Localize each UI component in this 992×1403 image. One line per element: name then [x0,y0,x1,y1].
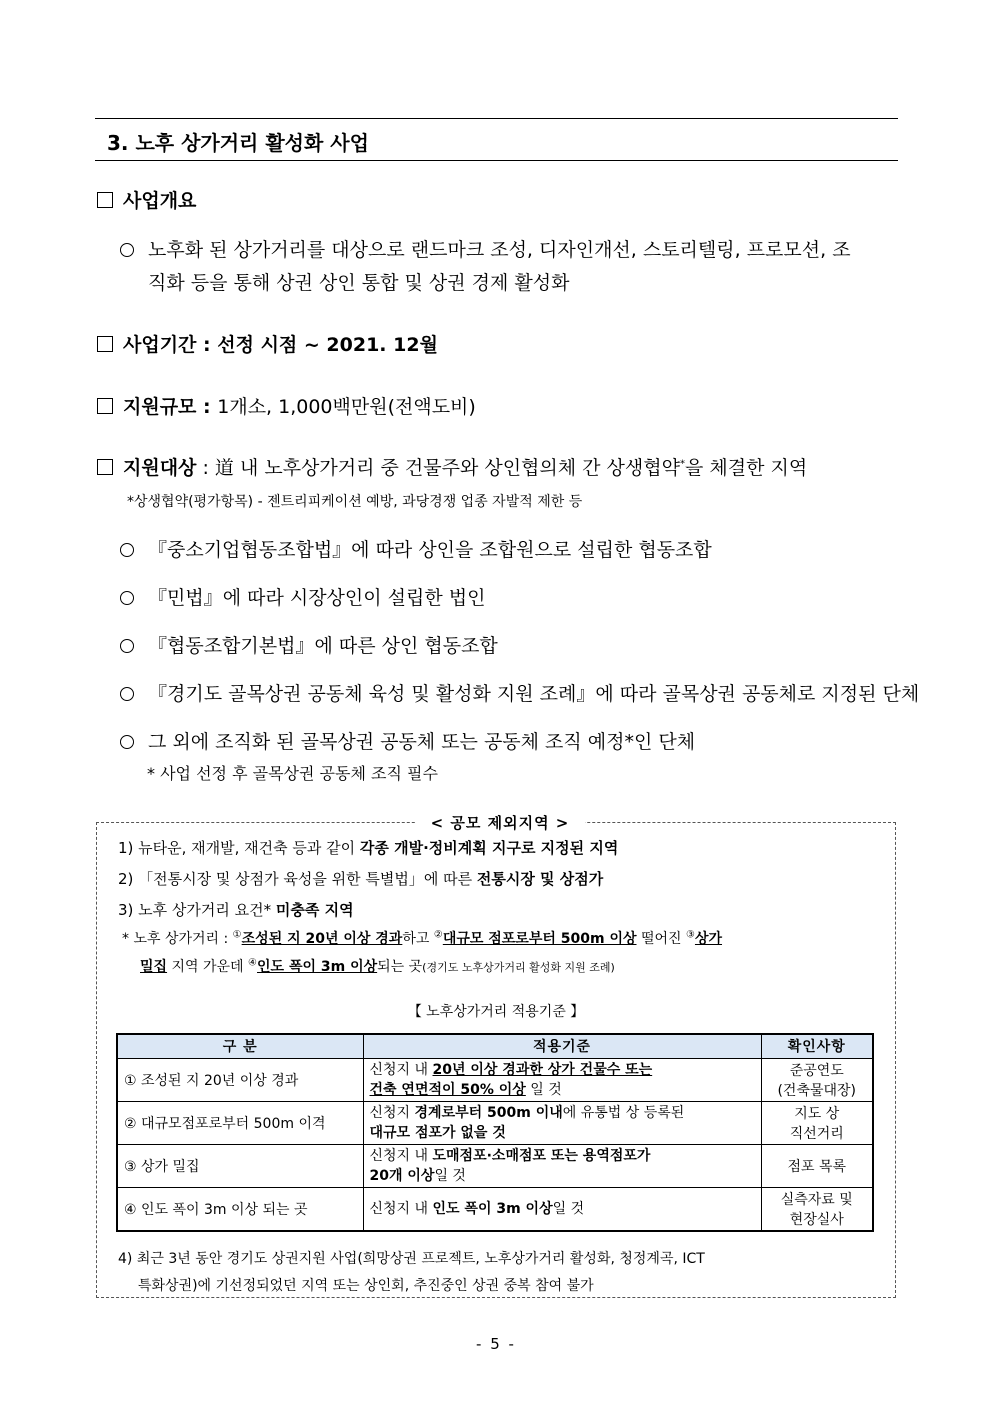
table-header: 확인사항 [761,1034,873,1058]
exclusion-item-2: 2) 「전통시장 및 상점가 육성을 위한 특별법」에 따른 전통시장 및 상점가 [118,870,604,888]
table-header: 적용기준 [363,1034,761,1058]
table-row [117,1144,873,1187]
target-item: 『경기도 골목상권 공동체 육성 및 활성화 지원 조례』에 따라 골목상권 공동체로 지정된 단체 [120,679,919,706]
table-cell: ③ 상가 밀집 [117,1144,363,1187]
circle-bullet-icon [120,243,134,257]
table-cell: 신청지 내 인도 폭이 3m 이상일 것 [363,1187,761,1231]
checkbox-square-icon [97,192,113,208]
exclusion-item-4: 4) 최근 3년 동안 경기도 상권지원 사업(희망상권 프로젝트, 노후상가거리 활성화, 청정계곡, ICT [118,1251,705,1267]
checkbox-square-icon [97,459,113,475]
table-row [117,1101,873,1144]
table-cell: 실측자료 및 현장실사 [761,1187,873,1231]
table-cell: 준공연도 (건축물대장) [761,1058,873,1101]
target-line: 지원대상 : 道 내 노후상가거리 중 건물주와 상인협의체 간 상생협약*을 체결한 지역 [97,453,807,480]
table-row [117,1187,873,1231]
circle-bullet-icon [120,687,134,701]
section-title: 3. 노후 상가거리 활성화 사업 [107,131,369,155]
period-line: 사업기간 : 선정 시점 ~ 2021. 12월 [97,330,438,357]
section-header [95,118,898,161]
target-note: *상생협약(평가항목) - 젠트리피케이션 예방, 과당경쟁 업종 자발적 제한 등 [127,494,583,510]
table-cell: ① 조성된 지 20년 이상 경과 [117,1058,363,1101]
old-street-definition: * 노후 상가거리 : ①조성된 지 20년 이상 경과하고 ②대규모 점포로부터 500m 이상 떨어진 ③상가 [122,929,723,947]
criteria-table-title: 【 노후상가거리 적용기준 】 [407,1004,585,1020]
exclusion-item-3: 3) 노후 상가거리 요건* 미충족 지역 [118,901,354,919]
table-cell: 신청지 경계로부터 500m 이내에 유통법 상 등록된 대규모 점포가 없을 것 [363,1101,761,1144]
checkbox-square-icon [97,336,113,352]
scale-line: 지원규모 : 1개소, 1,000백만원(전액도비) [97,392,476,419]
circle-bullet-icon [120,591,134,605]
circle-bullet-icon [120,735,134,749]
old-street-definition-cont: 밀집 지역 가운데 ④인도 폭이 3m 이상되는 곳(경기도 노후상가거리 활성화 지원 조례) [140,957,615,975]
overview-bullet: 노후화 된 상가거리를 대상으로 랜드마크 조성, 디자인개선, 스토리텔링, 프로모션, 조 [120,235,851,262]
target-item: 『중소기업협동조합법』에 따라 상인을 조합원으로 설립한 협동조합 [120,535,712,562]
exclusion-item-1: 1) 뉴타운, 재개발, 재건축 등과 같이 각종 개발·정비계획 지구로 지정된 지역 [118,839,619,857]
page-number: - 5 - [476,1335,516,1353]
table-cell: 점포 목록 [761,1144,873,1187]
table-cell: 신청지 내 도매점포·소매점포 또는 용역점포가 20개 이상일 것 [363,1144,761,1187]
target-item: 『민법』에 따라 시장상인이 설립한 법인 [120,583,485,610]
target-item: 『협동조합기본법』에 따른 상인 협동조합 [120,631,498,658]
overview-heading: 사업개요 [97,186,196,213]
table-cell: ④ 인도 폭이 3m 이상 되는 곳 [117,1187,363,1231]
target-item-note: * 사업 선정 후 골목상권 공동체 조직 필수 [147,764,438,783]
exclusion-title: < 공모 제외지역 > [415,812,585,833]
table-cell: 신청지 내 20년 이상 경과한 상가 건물수 또는 건축 연면적이 50% 이상 일 것 [363,1058,761,1101]
table-header-row [117,1034,873,1058]
exclusion-item-4-cont: 특화상권)에 기선정되었던 지역 또는 상인회, 추진중인 상권 중복 참여 불가 [138,1278,594,1294]
circle-bullet-icon [120,639,134,653]
table-header: 구 분 [117,1034,363,1058]
table-cell: ② 대규모점포로부터 500m 이격 [117,1101,363,1144]
table-row [117,1058,873,1101]
criteria-table [116,1033,874,1232]
target-item: 그 외에 조직화 된 골목상권 공동체 또는 공동체 조직 예정*인 단체 [120,727,695,754]
checkbox-square-icon [97,398,113,414]
circle-bullet-icon [120,543,134,557]
overview-bullet-cont: 직화 등을 통해 상권 상인 통합 및 상권 경제 활성화 [148,272,570,294]
table-cell: 지도 상 직선거리 [761,1101,873,1144]
